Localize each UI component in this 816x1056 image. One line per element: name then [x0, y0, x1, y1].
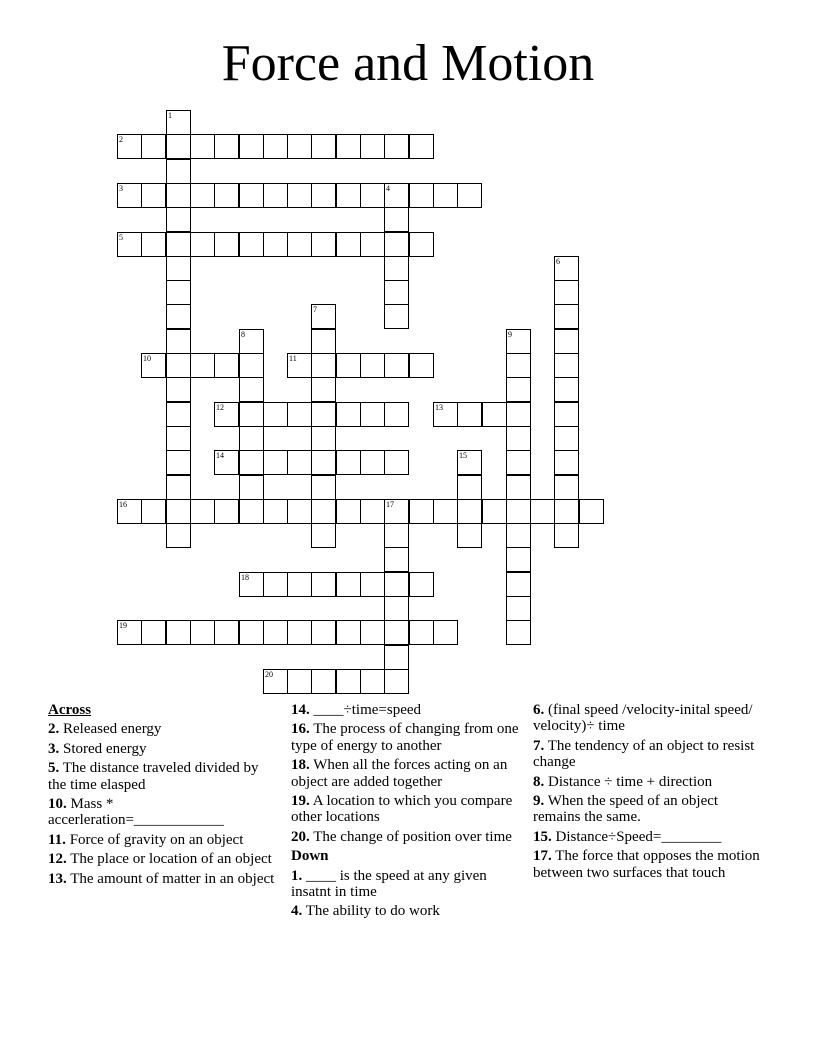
clue-number: 8. — [533, 773, 545, 790]
grid-cell[interactable] — [506, 572, 531, 597]
clue-text: Stored energy — [63, 740, 147, 757]
grid-cell[interactable] — [336, 134, 361, 159]
clue-text: The force that opposes the motion between two surfaces that touch — [533, 848, 760, 881]
cell-number: 10 — [143, 354, 151, 363]
grid-cell[interactable] — [311, 134, 336, 159]
grid-cell[interactable] — [384, 402, 409, 427]
grid-cell[interactable] — [409, 232, 434, 257]
clue-number: 11. — [48, 831, 66, 848]
grid-cell[interactable] — [554, 377, 579, 402]
clue-text: The amount of matter in an object — [70, 870, 275, 887]
cell-number: 15 — [459, 451, 467, 460]
clue-number: 16. — [291, 721, 310, 738]
clue-text: (final speed /velocity-inital speed/ velocity)÷ time — [533, 702, 753, 735]
grid-cell[interactable] — [384, 547, 409, 572]
grid-cell[interactable] — [506, 377, 531, 402]
grid-cell[interactable] — [457, 450, 482, 475]
grid-cell[interactable] — [311, 426, 336, 451]
grid-cell[interactable] — [482, 499, 507, 524]
grid-cell[interactable] — [190, 232, 215, 257]
cell-number: 6 — [556, 257, 560, 266]
grid-cell[interactable] — [409, 134, 434, 159]
grid-cell[interactable] — [384, 523, 409, 548]
grid-cell[interactable] — [311, 377, 336, 402]
grid-cell[interactable] — [166, 475, 191, 500]
grid-cell[interactable] — [384, 596, 409, 621]
grid-cell[interactable] — [287, 402, 312, 427]
clue-column-3 — [533, 702, 765, 884]
grid-cell[interactable] — [506, 450, 531, 475]
grid-cell[interactable] — [360, 499, 385, 524]
clue-number: 13. — [48, 870, 67, 887]
clue-number: 7. — [533, 737, 545, 754]
grid-cell[interactable] — [384, 645, 409, 670]
grid-cell[interactable] — [506, 523, 531, 548]
across-clue — [48, 741, 280, 757]
across-clue — [48, 851, 280, 867]
cell-number: 7 — [313, 305, 317, 314]
clue-number: 17. — [533, 848, 552, 865]
clue-column-1 — [48, 702, 280, 890]
grid-cell[interactable] — [311, 450, 336, 475]
grid-cell[interactable] — [311, 329, 336, 354]
grid-cell[interactable] — [166, 183, 191, 208]
grid-cell[interactable] — [263, 620, 288, 645]
grid-cell[interactable] — [384, 232, 409, 257]
clue-number: 10. — [48, 796, 67, 813]
grid-cell[interactable] — [214, 499, 239, 524]
across-clue — [291, 702, 523, 718]
grid-cell[interactable] — [336, 353, 361, 378]
grid-cell[interactable] — [311, 620, 336, 645]
grid-cell[interactable] — [166, 304, 191, 329]
grid-cell[interactable] — [579, 499, 604, 524]
down-clue — [533, 793, 765, 826]
grid-cell[interactable] — [554, 353, 579, 378]
grid-cell[interactable] — [457, 183, 482, 208]
grid-cell[interactable] — [409, 499, 434, 524]
grid-cell[interactable] — [239, 572, 264, 597]
clue-text: Force of gravity on an object — [69, 831, 244, 848]
grid-cell[interactable] — [360, 134, 385, 159]
grid-cell[interactable] — [506, 620, 531, 645]
clue-number: 14. — [291, 702, 310, 718]
grid-cell[interactable] — [384, 499, 409, 524]
grid-cell[interactable] — [336, 450, 361, 475]
grid-cell[interactable] — [166, 377, 191, 402]
grid-cell[interactable] — [117, 134, 142, 159]
grid-cell[interactable] — [506, 499, 531, 524]
grid-cell[interactable] — [141, 134, 166, 159]
cell-number: 11 — [289, 354, 297, 363]
grid-cell[interactable] — [214, 134, 239, 159]
grid-cell[interactable] — [214, 620, 239, 645]
across-heading: Across — [48, 702, 92, 718]
grid-cell[interactable] — [506, 329, 531, 354]
grid-cell[interactable] — [530, 499, 555, 524]
down-clue — [533, 774, 765, 790]
grid-cell[interactable] — [214, 450, 239, 475]
cell-number: 9 — [508, 330, 512, 339]
grid-cell[interactable] — [166, 280, 191, 305]
clue-text: The ability to do work — [305, 903, 440, 920]
grid-cell[interactable] — [166, 134, 191, 159]
grid-cell[interactable] — [239, 183, 264, 208]
grid-cell[interactable] — [166, 232, 191, 257]
down-clue — [533, 738, 765, 771]
grid-cell[interactable] — [554, 475, 579, 500]
grid-cell[interactable] — [190, 353, 215, 378]
grid-cell[interactable] — [141, 353, 166, 378]
grid-cell[interactable] — [311, 475, 336, 500]
grid-cell[interactable] — [554, 280, 579, 305]
grid-cell[interactable] — [166, 620, 191, 645]
across-clue — [48, 871, 280, 887]
grid-cell[interactable] — [506, 596, 531, 621]
grid-cell[interactable] — [263, 402, 288, 427]
across-clue — [48, 760, 280, 793]
grid-cell[interactable] — [190, 499, 215, 524]
cell-number: 13 — [435, 403, 443, 412]
grid-cell[interactable] — [239, 450, 264, 475]
grid-cell[interactable] — [360, 353, 385, 378]
grid-cell[interactable] — [311, 499, 336, 524]
grid-cell[interactable] — [166, 256, 191, 281]
down-clue — [533, 848, 765, 881]
clue-column-2 — [291, 702, 523, 923]
cell-number: 14 — [216, 451, 224, 460]
grid-cell[interactable] — [117, 620, 142, 645]
grid-cell[interactable] — [457, 475, 482, 500]
grid-cell[interactable] — [214, 232, 239, 257]
grid-cell[interactable] — [384, 669, 409, 694]
grid-cell[interactable] — [554, 304, 579, 329]
grid-cell[interactable] — [141, 232, 166, 257]
across-clue — [291, 793, 523, 826]
grid-cell[interactable] — [166, 523, 191, 548]
grid-cell[interactable] — [311, 353, 336, 378]
grid-cell[interactable] — [263, 450, 288, 475]
clue-number: 12. — [48, 851, 67, 868]
grid-cell[interactable] — [506, 547, 531, 572]
grid-cell[interactable] — [214, 402, 239, 427]
cell-number: 20 — [265, 670, 273, 679]
cell-number: 19 — [119, 621, 127, 630]
grid-cell[interactable] — [287, 669, 312, 694]
grid-cell[interactable] — [336, 669, 361, 694]
grid-cell[interactable] — [360, 620, 385, 645]
clue-text: The place or location of an object — [70, 851, 272, 868]
grid-cell[interactable] — [166, 207, 191, 232]
grid-cell[interactable] — [117, 232, 142, 257]
grid-cell[interactable] — [287, 353, 312, 378]
grid-cell[interactable] — [336, 183, 361, 208]
grid-cell[interactable] — [384, 134, 409, 159]
clue-text: Mass * accerleration=____________ — [48, 796, 224, 829]
grid-cell[interactable] — [506, 475, 531, 500]
clue-text: Distance ÷ time + direction — [548, 773, 713, 790]
clue-text: ____ is the speed at any given insatnt in time — [291, 867, 487, 901]
grid-cell[interactable] — [214, 183, 239, 208]
clue-text: When all the forces acting on an object are added together — [291, 757, 508, 790]
grid-cell[interactable] — [263, 572, 288, 597]
grid-cell[interactable] — [409, 572, 434, 597]
cell-number: 17 — [386, 500, 394, 509]
grid-cell[interactable] — [141, 499, 166, 524]
grid-cell[interactable] — [384, 572, 409, 597]
grid-cell[interactable] — [263, 499, 288, 524]
clue-text: The change of position over time — [313, 828, 512, 845]
across-clue — [291, 757, 523, 790]
down-clue — [291, 868, 523, 901]
across-clue — [291, 721, 523, 754]
grid-cell[interactable] — [263, 232, 288, 257]
down-clue — [533, 702, 765, 735]
grid-cell[interactable] — [311, 669, 336, 694]
clue-number: 6. — [533, 702, 545, 718]
grid-cell[interactable] — [166, 110, 191, 135]
down-clue — [291, 903, 523, 919]
grid-cell[interactable] — [384, 256, 409, 281]
grid-cell[interactable] — [506, 402, 531, 427]
grid-cell[interactable] — [311, 572, 336, 597]
grid-cell[interactable] — [166, 329, 191, 354]
down-clue — [533, 829, 765, 845]
grid-cell[interactable] — [239, 134, 264, 159]
grid-cell[interactable] — [287, 183, 312, 208]
grid-cell[interactable] — [433, 402, 458, 427]
grid-cell[interactable] — [482, 402, 507, 427]
grid-cell[interactable] — [457, 499, 482, 524]
grid-cell[interactable] — [554, 426, 579, 451]
grid-cell[interactable] — [554, 499, 579, 524]
grid-cell[interactable] — [554, 256, 579, 281]
grid-cell[interactable] — [360, 402, 385, 427]
grid-cell[interactable] — [409, 353, 434, 378]
clue-number: 18. — [291, 757, 310, 774]
grid-cell[interactable] — [457, 402, 482, 427]
grid-cell[interactable] — [360, 183, 385, 208]
grid-cell[interactable] — [336, 620, 361, 645]
grid-cell[interactable] — [117, 499, 142, 524]
grid-cell[interactable] — [433, 183, 458, 208]
grid-cell[interactable] — [239, 329, 264, 354]
clue-text: ____÷time=speed — [313, 702, 422, 718]
grid-cell[interactable] — [287, 620, 312, 645]
grid-cell[interactable] — [384, 183, 409, 208]
grid-cell[interactable] — [360, 572, 385, 597]
clue-text: Distance÷Speed=________ — [555, 828, 722, 845]
clue-number: 2. — [48, 721, 60, 738]
grid-cell[interactable] — [457, 523, 482, 548]
grid-cell[interactable] — [239, 402, 264, 427]
grid-cell[interactable] — [384, 207, 409, 232]
clue-text: When the speed of an object remains the same. — [533, 793, 719, 826]
grid-cell[interactable] — [311, 402, 336, 427]
grid-cell[interactable] — [166, 450, 191, 475]
grid-cell[interactable] — [360, 669, 385, 694]
grid-cell[interactable] — [384, 304, 409, 329]
page-title: Force and Motion — [221, 35, 595, 92]
grid-cell[interactable] — [141, 620, 166, 645]
grid-cell[interactable] — [360, 232, 385, 257]
grid-cell[interactable] — [336, 499, 361, 524]
grid-cell[interactable] — [190, 134, 215, 159]
cell-number: 5 — [119, 233, 123, 242]
grid-cell[interactable] — [311, 304, 336, 329]
grid-cell[interactable] — [554, 450, 579, 475]
grid-cell[interactable] — [506, 353, 531, 378]
grid-cell[interactable] — [287, 572, 312, 597]
grid-cell[interactable] — [263, 134, 288, 159]
cell-number: 12 — [216, 403, 224, 412]
cell-number: 3 — [119, 184, 123, 193]
grid-cell[interactable] — [239, 475, 264, 500]
grid-cell[interactable] — [433, 499, 458, 524]
across-clue — [48, 796, 280, 829]
across-clue — [291, 829, 523, 845]
clue-number: 19. — [291, 793, 310, 810]
grid-cell[interactable] — [384, 620, 409, 645]
grid-cell[interactable] — [166, 426, 191, 451]
grid-cell[interactable] — [336, 232, 361, 257]
grid-cell[interactable] — [214, 353, 239, 378]
grid-cell[interactable] — [360, 450, 385, 475]
grid-cell[interactable] — [190, 620, 215, 645]
grid-cell[interactable] — [166, 159, 191, 184]
cell-number: 4 — [386, 184, 390, 193]
grid-cell[interactable] — [554, 402, 579, 427]
cell-number: 8 — [241, 330, 245, 339]
clue-text: The process of changing from one type of energy to another — [291, 721, 519, 754]
clue-text: Released energy — [63, 721, 162, 738]
clue-number: 4. — [291, 903, 303, 920]
grid-cell[interactable] — [311, 183, 336, 208]
grid-cell[interactable] — [239, 377, 264, 402]
grid-cell[interactable] — [409, 620, 434, 645]
clue-number: 9. — [533, 793, 545, 810]
clue-number: 5. — [48, 760, 60, 777]
grid-cell[interactable] — [166, 499, 191, 524]
grid-cell[interactable] — [554, 523, 579, 548]
cell-number: 1 — [168, 111, 172, 120]
down-heading: Down — [291, 848, 329, 865]
grid-cell[interactable] — [311, 523, 336, 548]
across-clue — [48, 832, 280, 848]
clue-number: 3. — [48, 740, 60, 757]
grid-cell[interactable] — [336, 572, 361, 597]
grid-cell[interactable] — [287, 450, 312, 475]
grid-cell[interactable] — [554, 329, 579, 354]
grid-cell[interactable] — [287, 499, 312, 524]
clue-number: 15. — [533, 828, 552, 845]
grid-cell[interactable] — [263, 183, 288, 208]
grid-cell[interactable] — [384, 450, 409, 475]
clue-number: 20. — [291, 828, 310, 845]
grid-cell[interactable] — [433, 620, 458, 645]
grid-cell[interactable] — [287, 134, 312, 159]
grid-cell[interactable] — [117, 183, 142, 208]
grid-cell[interactable] — [409, 183, 434, 208]
grid-cell[interactable] — [336, 402, 361, 427]
cell-number: 18 — [241, 573, 249, 582]
clue-text: The distance traveled divided by the time elasped — [48, 760, 259, 793]
grid-cell[interactable] — [384, 353, 409, 378]
grid-cell[interactable] — [384, 280, 409, 305]
grid-cell[interactable] — [190, 183, 215, 208]
clue-text: A location to which you compare other locations — [291, 793, 513, 826]
clue-number: 1. — [291, 867, 303, 884]
grid-cell[interactable] — [166, 402, 191, 427]
grid-cell[interactable] — [506, 426, 531, 451]
clue-text: The tendency of an object to resist change — [533, 737, 755, 771]
grid-cell[interactable] — [239, 499, 264, 524]
grid-cell[interactable] — [239, 353, 264, 378]
grid-cell[interactable] — [263, 669, 288, 694]
grid-cell[interactable] — [287, 232, 312, 257]
grid-cell[interactable] — [166, 353, 191, 378]
grid-cell[interactable] — [141, 183, 166, 208]
cell-number: 16 — [119, 500, 127, 509]
grid-cell[interactable] — [239, 426, 264, 451]
grid-cell[interactable] — [311, 232, 336, 257]
grid-cell[interactable] — [239, 232, 264, 257]
grid-cell[interactable] — [239, 620, 264, 645]
cell-number: 2 — [119, 135, 123, 144]
across-clue — [48, 721, 280, 737]
